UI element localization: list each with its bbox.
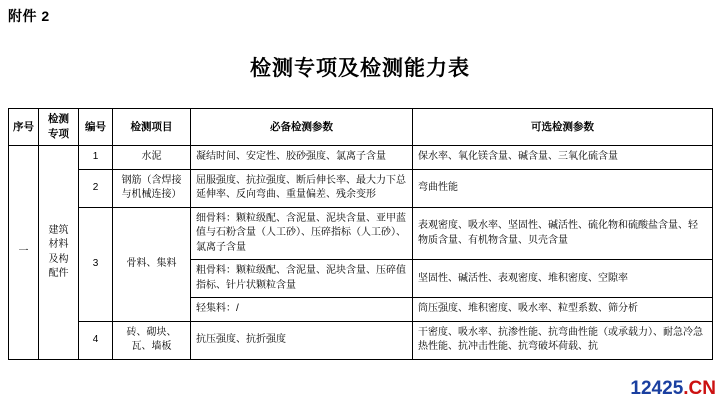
watermark-number: 12425	[630, 378, 684, 399]
capability-table	[8, 108, 713, 360]
row-optional: 坚固性、碱活性、表观密度、堆积密度、空隙率	[413, 260, 713, 298]
table-header-row	[9, 109, 713, 146]
row-no: 3	[79, 207, 113, 321]
row-optional: 筒压强度、堆积密度、吸水率、粒型系数、筛分析	[413, 298, 713, 322]
row-must: 粗骨料：颗粒级配、含泥量、泥块含量、压碎值指标、针片状颗粒含量	[191, 260, 413, 298]
page-title: 检测专项及检测能力表	[250, 57, 470, 80]
row-optional: 弯曲性能	[413, 169, 713, 207]
watermark	[628, 378, 718, 399]
header-must: 必备检测参数	[191, 109, 413, 146]
table-row	[9, 169, 713, 207]
capability-table-container	[8, 108, 712, 360]
row-optional: 保水率、氧化镁含量、碱含量、三氧化硫含量	[413, 146, 713, 170]
table-row	[9, 207, 713, 260]
row-must: 细骨料：颗粒级配、含泥量、泥块含量、亚甲蓝值与石粉含量（人工砂）、压碎指标（人工砂）、氯离子含量	[191, 207, 413, 260]
row-optional: 表观密度、吸水率、坚固性、碱活性、硫化物和硫酸盐含量、轻物质含量、有机物含量、贝壳含量	[413, 207, 713, 260]
table-row	[9, 146, 713, 170]
header-no: 编号	[79, 109, 113, 146]
group-serial-cell: 一	[9, 146, 39, 360]
row-must: 凝结时间、安定性、胶砂强度、氯离子含量	[191, 146, 413, 170]
row-no: 4	[79, 321, 113, 359]
attachment-label: 附件 2	[8, 8, 50, 24]
row-optional: 干密度、吸水率、抗渗性能、抗弯曲性能（或承载力）、耐急冷急热性能、抗冲击性能、抗弯破坏荷载、抗	[413, 321, 713, 359]
row-no: 2	[79, 169, 113, 207]
row-no: 1	[79, 146, 113, 170]
row-must: 屈服强度、抗拉强度、断后伸长率、最大力下总延伸率、反向弯曲、重量偏差、残余变形	[191, 169, 413, 207]
row-item: 钢筋（含焊接与机械连接）	[113, 169, 191, 207]
row-item: 砖、砌块、瓦、墙板	[113, 321, 191, 359]
row-item: 骨料、集料	[113, 207, 191, 321]
header-serial: 序号	[9, 109, 39, 146]
row-item: 水泥	[113, 146, 191, 170]
row-must: 抗压强度、抗折强度	[191, 321, 413, 359]
header-special: 检测专项	[39, 109, 79, 146]
row-must: 轻集料：/	[191, 298, 413, 322]
group-special-cell: 建筑材料及构配件	[39, 146, 79, 360]
table-row	[9, 321, 713, 359]
header-optional: 可选检测参数	[413, 109, 713, 146]
watermark-domain: .CN	[683, 378, 716, 399]
header-item: 检测项目	[113, 109, 191, 146]
